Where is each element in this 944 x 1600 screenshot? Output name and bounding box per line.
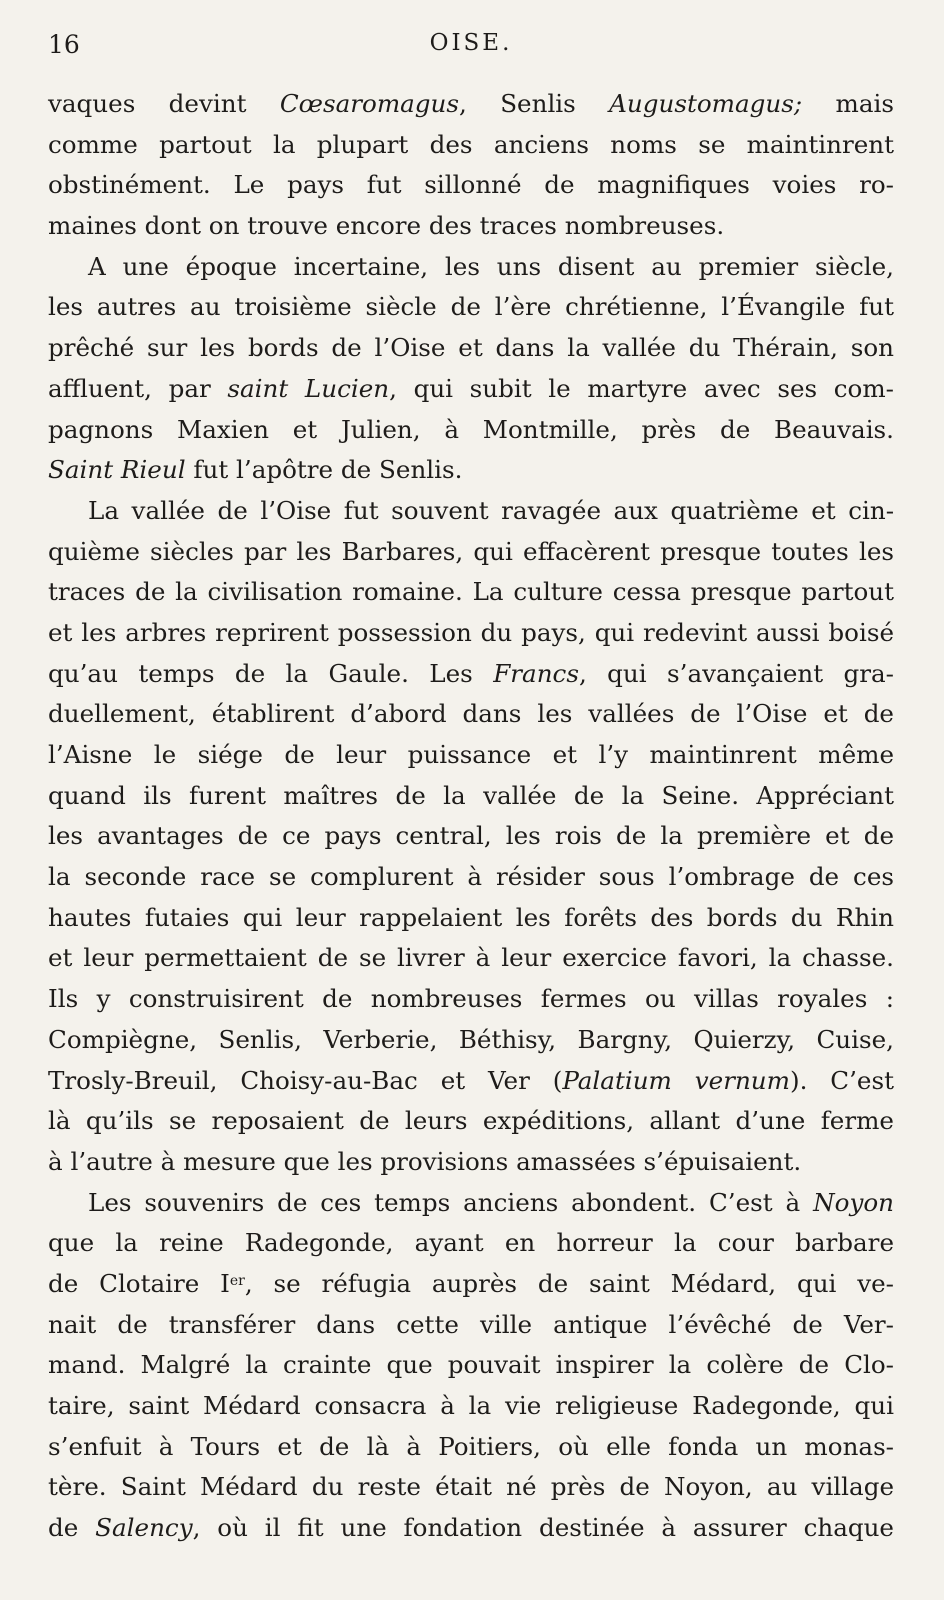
text-line: là qu’ils se reposaient de leurs expéditions, allant d’une ferme <box>48 1106 894 1136</box>
text-line: nait de transférer dans cette ville antique l’évêché de Ver- <box>48 1309 894 1339</box>
text-line: duellement, établirent d’abord dans les vallées de l’Oise et de <box>48 699 894 729</box>
text-line: les autres au troisième siècle de l’ère chrétienne, l’Évangile fut <box>48 292 894 322</box>
text-line: Trosly-Breuil, Choisy-au-Bac et Ver (Palatium vernum). C’est <box>48 1065 894 1095</box>
text-line: Ils y construisirent de nombreuses fermes ou villas royales : <box>48 984 894 1014</box>
text-line: La vallée de l’Oise fut souvent ravagée aux quatrième et cin- <box>88 495 894 525</box>
text-line: hautes futaies qui leur rappelaient les forêts des bords du Rhin <box>48 902 894 932</box>
text-line: A une époque incertaine, les uns disent au premier siècle, <box>88 251 894 281</box>
italic-text: Saint Rieul <box>48 455 186 485</box>
superscript: er <box>229 1272 245 1289</box>
text-line: Les souvenirs de ces temps anciens abondent. C’est à Noyon <box>88 1187 894 1217</box>
text-line: à l’autre à mesure que les provisions amassées s’épuisaient. <box>48 1146 802 1176</box>
text-line: tère. Saint Médard du reste était né près de Noyon, au village <box>48 1472 894 1502</box>
italic-text: Noyon <box>813 1187 894 1217</box>
page-header <box>48 30 894 64</box>
text-line: mand. Malgré la crainte que pouvait inspirer la colère de Clo- <box>48 1350 894 1380</box>
text-line: taire, saint Médard consacra à la vie religieuse Radegonde, qui <box>48 1391 894 1420</box>
body-text <box>48 84 894 1549</box>
text-line: s’enfuit à Tours et de là à Poitiers, où elle fonda un monas- <box>48 1431 894 1461</box>
text-line: l’Aisne le siége de leur puissance et l’y maintinrent même <box>48 740 894 769</box>
text-line: la seconde race se complurent à résider sous l’ombrage de ces <box>48 862 894 892</box>
text-line: de Clotaire Ier, se réfugia auprès de saint Médard, qui ve- <box>48 1268 894 1298</box>
text-line: de Salency, où il fit une fondation destinée à assurer chaque <box>48 1513 894 1543</box>
text-line: que la reine Radegonde, ayant en horreur la cour barbare <box>48 1228 894 1258</box>
running-title: OISE. <box>429 30 513 56</box>
text-line: Compiègne, Senlis, Verberie, Béthisy, Bargny, Quierzy, Cuise, <box>48 1024 894 1054</box>
text-line: et les arbres reprirent possession du pays, qui redevint aussi boisé <box>48 617 894 647</box>
text-line: maines dont on trouve encore des traces nombreuses. <box>48 211 725 241</box>
text-line: Saint Rieul fut l’apôtre de Senlis. <box>48 455 463 485</box>
text-line: affluent, par saint Lucien, qui subit le martyre avec ses com- <box>48 373 894 403</box>
text-line: obstinément. Le pays fut sillonné de magnifiques voies ro- <box>48 170 894 200</box>
italic-text: Salency <box>95 1513 193 1543</box>
italic-text: Francs <box>493 658 579 688</box>
text-line: et leur permettaient de se livrer à leur exercice favori, la chasse. <box>48 943 894 973</box>
text-line: pagnons Maxien et Julien, à Montmille, près de Beauvais. <box>48 414 894 444</box>
text-line: vaques devint Cœsaromagus, Senlis Augustomagus; mais <box>48 89 894 118</box>
text-line: les avantages de ce pays central, les rois de la première et de <box>48 821 894 851</box>
text-line: comme partout la plupart des anciens noms se maintinrent <box>48 129 894 159</box>
italic-text: Augustomagus; <box>609 89 803 118</box>
text-line: prêché sur les bords de l’Oise et dans la vallée du Thérain, son <box>48 333 894 363</box>
text-line: traces de la civilisation romaine. La culture cessa presque partout <box>48 577 894 607</box>
italic-text: Cœsaromagus <box>279 89 460 118</box>
page-number: 16 <box>48 30 80 59</box>
text-line: qu’au temps de la Gaule. Les Francs, qui s’avançaient gra- <box>48 658 894 688</box>
text-line: quième siècles par les Barbares, qui effacèrent presque toutes les <box>48 536 894 566</box>
italic-text: saint Lucien <box>227 373 390 403</box>
text-line: quand ils furent maîtres de la vallée de la Seine. Appréciant <box>48 780 894 810</box>
italic-text: Palatium vernum <box>562 1065 790 1095</box>
